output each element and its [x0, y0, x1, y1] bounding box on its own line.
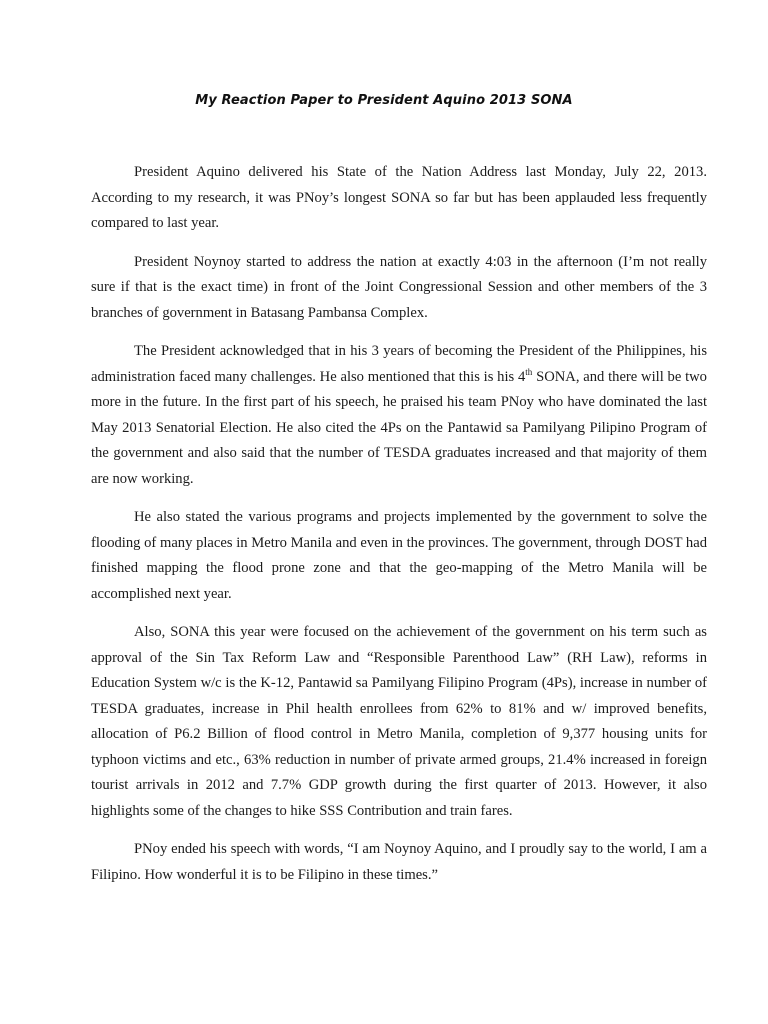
paragraph-3-text-after: SONA, and there will be two more in the future. In the first part of his speech, he praised his team PNoy who have dominated the last May 2013 Senatorial Election. He also cited the 4Ps on the Pantawid sa Pamilyang Pilipino Program of the government and also said that the number of TESDA graduates increased and that majority of them are now working.	[91, 368, 707, 487]
ordinal-superscript: th	[525, 366, 533, 377]
paragraph-2: President Noynoy started to address the nation at exactly 4:03 in the afternoon (I’m not really sure if that is the exact time) in front of the Joint Congressional Session and other members of the 3 branches of government in Batasang Pambansa Complex.	[91, 253, 707, 321]
paragraph-3	[91, 339, 707, 492]
paragraph-3-text-before: The President acknowledged that in his 3 years of becoming the President of the Philippines, his administration faced many challenges. He also mentioned that this is his 4	[91, 343, 707, 385]
paragraph-6: PNoy ended his speech with words, “I am Noynoy Aquino, and I proudly say to the world, I am a Filipino. How wonderful it is to be Filipino in these times.”	[91, 841, 707, 883]
document-body	[91, 160, 707, 901]
paragraph-5: Also, SONA this year were focused on the achievement of the government on his term such as approval of the Sin Tax Reform Law and “Responsible Parenthood Law” (RH Law), reforms in Education System w/c is the K-12, Pantawid sa Pamilyang Filipino Program (4Ps), increase in number of TESDA graduates, increase in Phil health enrollees from 62% to 81% and w/ improved benefits, allocation of P6.2 Billion of flood control in Metro Manila, completion of 9,377 housing units for typhoon victims and etc., 63% reduction in number of private armed groups, 21.4% increased in foreign tourist arrivals in 2012 and 7.7% GDP growth during the first quarter of 2013. However, it also highlights some of the changes to hike SSS Contribution and train fares.	[91, 624, 707, 819]
paragraph-4: He also stated the various programs and projects implemented by the government to solve the flooding of many places in Metro Manila and even in the provinces. The government, through DOST had finished mapping the flood prone zone and that the geo-mapping of the Metro Manila will be accomplished next year.	[91, 509, 707, 602]
document-title: My Reaction Paper to President Aquino 2013 SONA	[195, 93, 573, 108]
paragraph-1: President Aquino delivered his State of the Nation Address last Monday, July 22, 2013. According to my research, it was PNoy’s longest SONA so far but has been applauded less frequently compared to last year.	[91, 164, 707, 231]
